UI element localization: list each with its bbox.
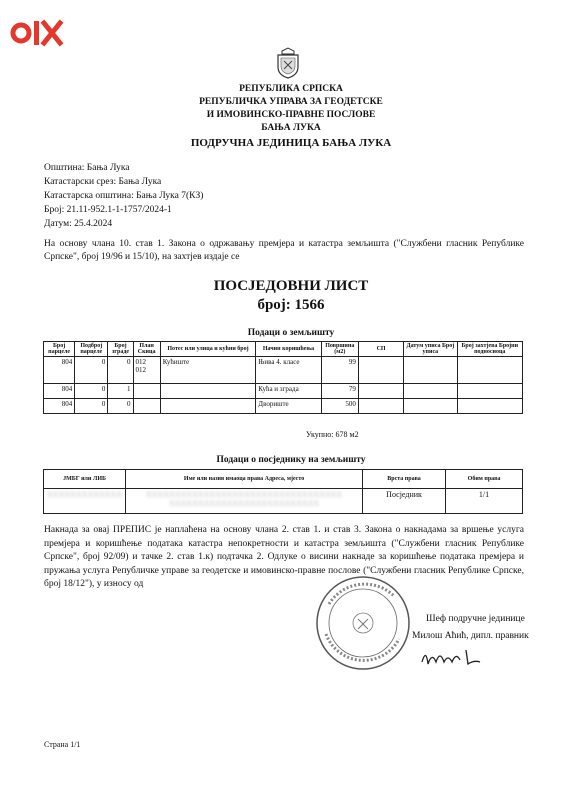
- cell-potes: [160, 384, 256, 399]
- land-section-title: Подаци о земљишту: [247, 328, 335, 338]
- cell-zahtjev: [457, 384, 522, 399]
- cell-povrsina: 99: [321, 357, 358, 384]
- meta-ko: Катастарска општина: Бања Лука 7(КЗ): [44, 191, 204, 201]
- th-name: Име или назив имаоца права Адреса, мјесто: [126, 470, 363, 489]
- cell-zgrada: 0: [108, 357, 133, 384]
- table-row: [44, 384, 523, 399]
- meta-opstina: Општина: Бања Лука: [44, 163, 130, 173]
- cell-potes: [160, 399, 256, 414]
- cell-parcela: 804: [44, 399, 75, 414]
- th-sp: СП: [358, 342, 403, 357]
- table-row: [44, 399, 523, 414]
- cell-podbroj: 0: [75, 357, 108, 384]
- coat-of-arms-icon: [274, 47, 302, 79]
- page-footer: Страна 1/1: [44, 740, 81, 749]
- cell-sp: [358, 357, 403, 384]
- intro-paragraph: На основу члана 10. став 1. Закона о одржавању премјера и катастра земљишта ("Службени гласник Републике Српске", број 19/96 и 15/10), на захтјев издаје се: [44, 239, 524, 262]
- signatory-role: Шеф подручне јединице: [426, 614, 525, 624]
- official-stamp: [314, 574, 412, 672]
- cell-datum: [404, 399, 457, 414]
- handwritten-signature: [418, 642, 498, 672]
- th-potes: Потес или улица и кућни број: [160, 342, 256, 357]
- cell-pravo: Посједник: [363, 489, 446, 514]
- cell-povrsina: 79: [321, 384, 358, 399]
- th-zgrada: Број зграде: [108, 342, 133, 357]
- th-podbroj: Подброј парцеле: [75, 342, 108, 357]
- th-zahtjev: Број захтјева Бројни подносиоца: [457, 342, 522, 357]
- th-plan: План Скица: [133, 342, 160, 357]
- meta-broj: Број: 21.11-952.1-1-1757/2024-1: [44, 205, 172, 215]
- cell-datum: [404, 357, 457, 384]
- meta-datum: Датум: 25.4.2024: [44, 219, 113, 229]
- cell-obim: 1/1: [446, 489, 523, 514]
- th-obim: Обим права: [446, 470, 523, 489]
- th-pravo: Врста права: [363, 470, 446, 489]
- table-row: [44, 357, 523, 384]
- cell-povrsina: 500: [321, 399, 358, 414]
- land-table-header: [44, 342, 523, 357]
- cell-zahtjev: [457, 357, 522, 384]
- land-total: Укупно: 678 м2: [306, 430, 359, 439]
- th-jmbg: ЈМБГ или ЛИБ: [44, 470, 126, 489]
- cell-name: [126, 489, 363, 514]
- owner-section-title: Подаци о посједнику на земљишту: [216, 455, 366, 465]
- th-nacin: Начин коришћења: [256, 342, 321, 357]
- cell-zahtjev: [457, 399, 522, 414]
- cell-sp: [358, 384, 403, 399]
- olx-logo: [10, 18, 68, 48]
- cell-podbroj: 0: [75, 384, 108, 399]
- header-line-5: ПОДРУЧНА ЈЕДИНИЦА БАЊА ЛУКА: [190, 137, 392, 149]
- th-datum: Датум уписа Број уписа: [404, 342, 457, 357]
- cell-plan: [133, 384, 160, 399]
- cell-datum: [404, 384, 457, 399]
- cell-zgrada: 1: [108, 384, 133, 399]
- cell-nacin: Кућа и зграда: [256, 384, 321, 399]
- owner-table-header: [44, 470, 523, 489]
- th-parcela: Број парцеле: [44, 342, 75, 357]
- cell-podbroj: 0: [75, 399, 108, 414]
- document-number: број: 1566: [257, 297, 325, 313]
- meta-srez: Катастарски срез: Бања Лука: [44, 177, 162, 187]
- table-row: [44, 489, 523, 514]
- owner-name: XXXXXXXXXXXXXXXXXXXXXXXXXXXXXXXXXX: [145, 490, 343, 499]
- cell-plan: 012 012: [133, 357, 160, 384]
- fee-paragraph: Накнада за овај ПРЕПИС је наплаћена на основу члана 2. став 1. и став 3. Закона о накнадама за вршење услуга премјера и коришћење података катастра непокретности и катастра земљишта ("Службени гласник Републике Српске", број 92/09) и тачке 2. став 1.к) подтачка 2. Одлуке о висини накнаде за коришћење података премјера и пружања услуга Републичке управе за геодетске и имовинско-правне послове ("Службени гласник Републике Српске, број 18/12"), у износу од: [44, 525, 524, 589]
- cell-plan: [133, 399, 160, 414]
- th-povrsina: Површина (м2): [321, 342, 358, 357]
- cell-zgrada: 0: [108, 399, 133, 414]
- header-line-4: БАЊА ЛУКА: [261, 123, 321, 133]
- header-line-2: РЕПУБЛИЧКА УПРАВА ЗА ГЕОДЕТСКЕ: [199, 97, 383, 107]
- land-table: [43, 341, 523, 414]
- cell-parcela: 804: [44, 357, 75, 384]
- cell-nacin: Њива 4. класе: [256, 357, 321, 384]
- cell-parcela: 804: [44, 384, 75, 399]
- cell-sp: [358, 399, 403, 414]
- owner-table: [43, 469, 523, 514]
- document-title: ПОСЈЕДОВНИ ЛИСТ: [213, 278, 369, 294]
- cell-jmbg: XXXXXXXXXXXXX: [44, 489, 126, 514]
- header-line-1: РЕПУБЛИКА СРПСКА: [239, 84, 343, 94]
- owner-address: XXXXXXXXXXXXXXXXXXXXXXXXXX: [168, 499, 320, 508]
- cell-potes: Кућиште: [160, 357, 256, 384]
- cell-nacin: Двориште: [256, 399, 321, 414]
- signatory-name: Милош Аћић, дипл. правник: [412, 631, 529, 641]
- header-line-3: И ИМОВИНСКО-ПРАВНЕ ПОСЛОВЕ: [206, 110, 376, 120]
